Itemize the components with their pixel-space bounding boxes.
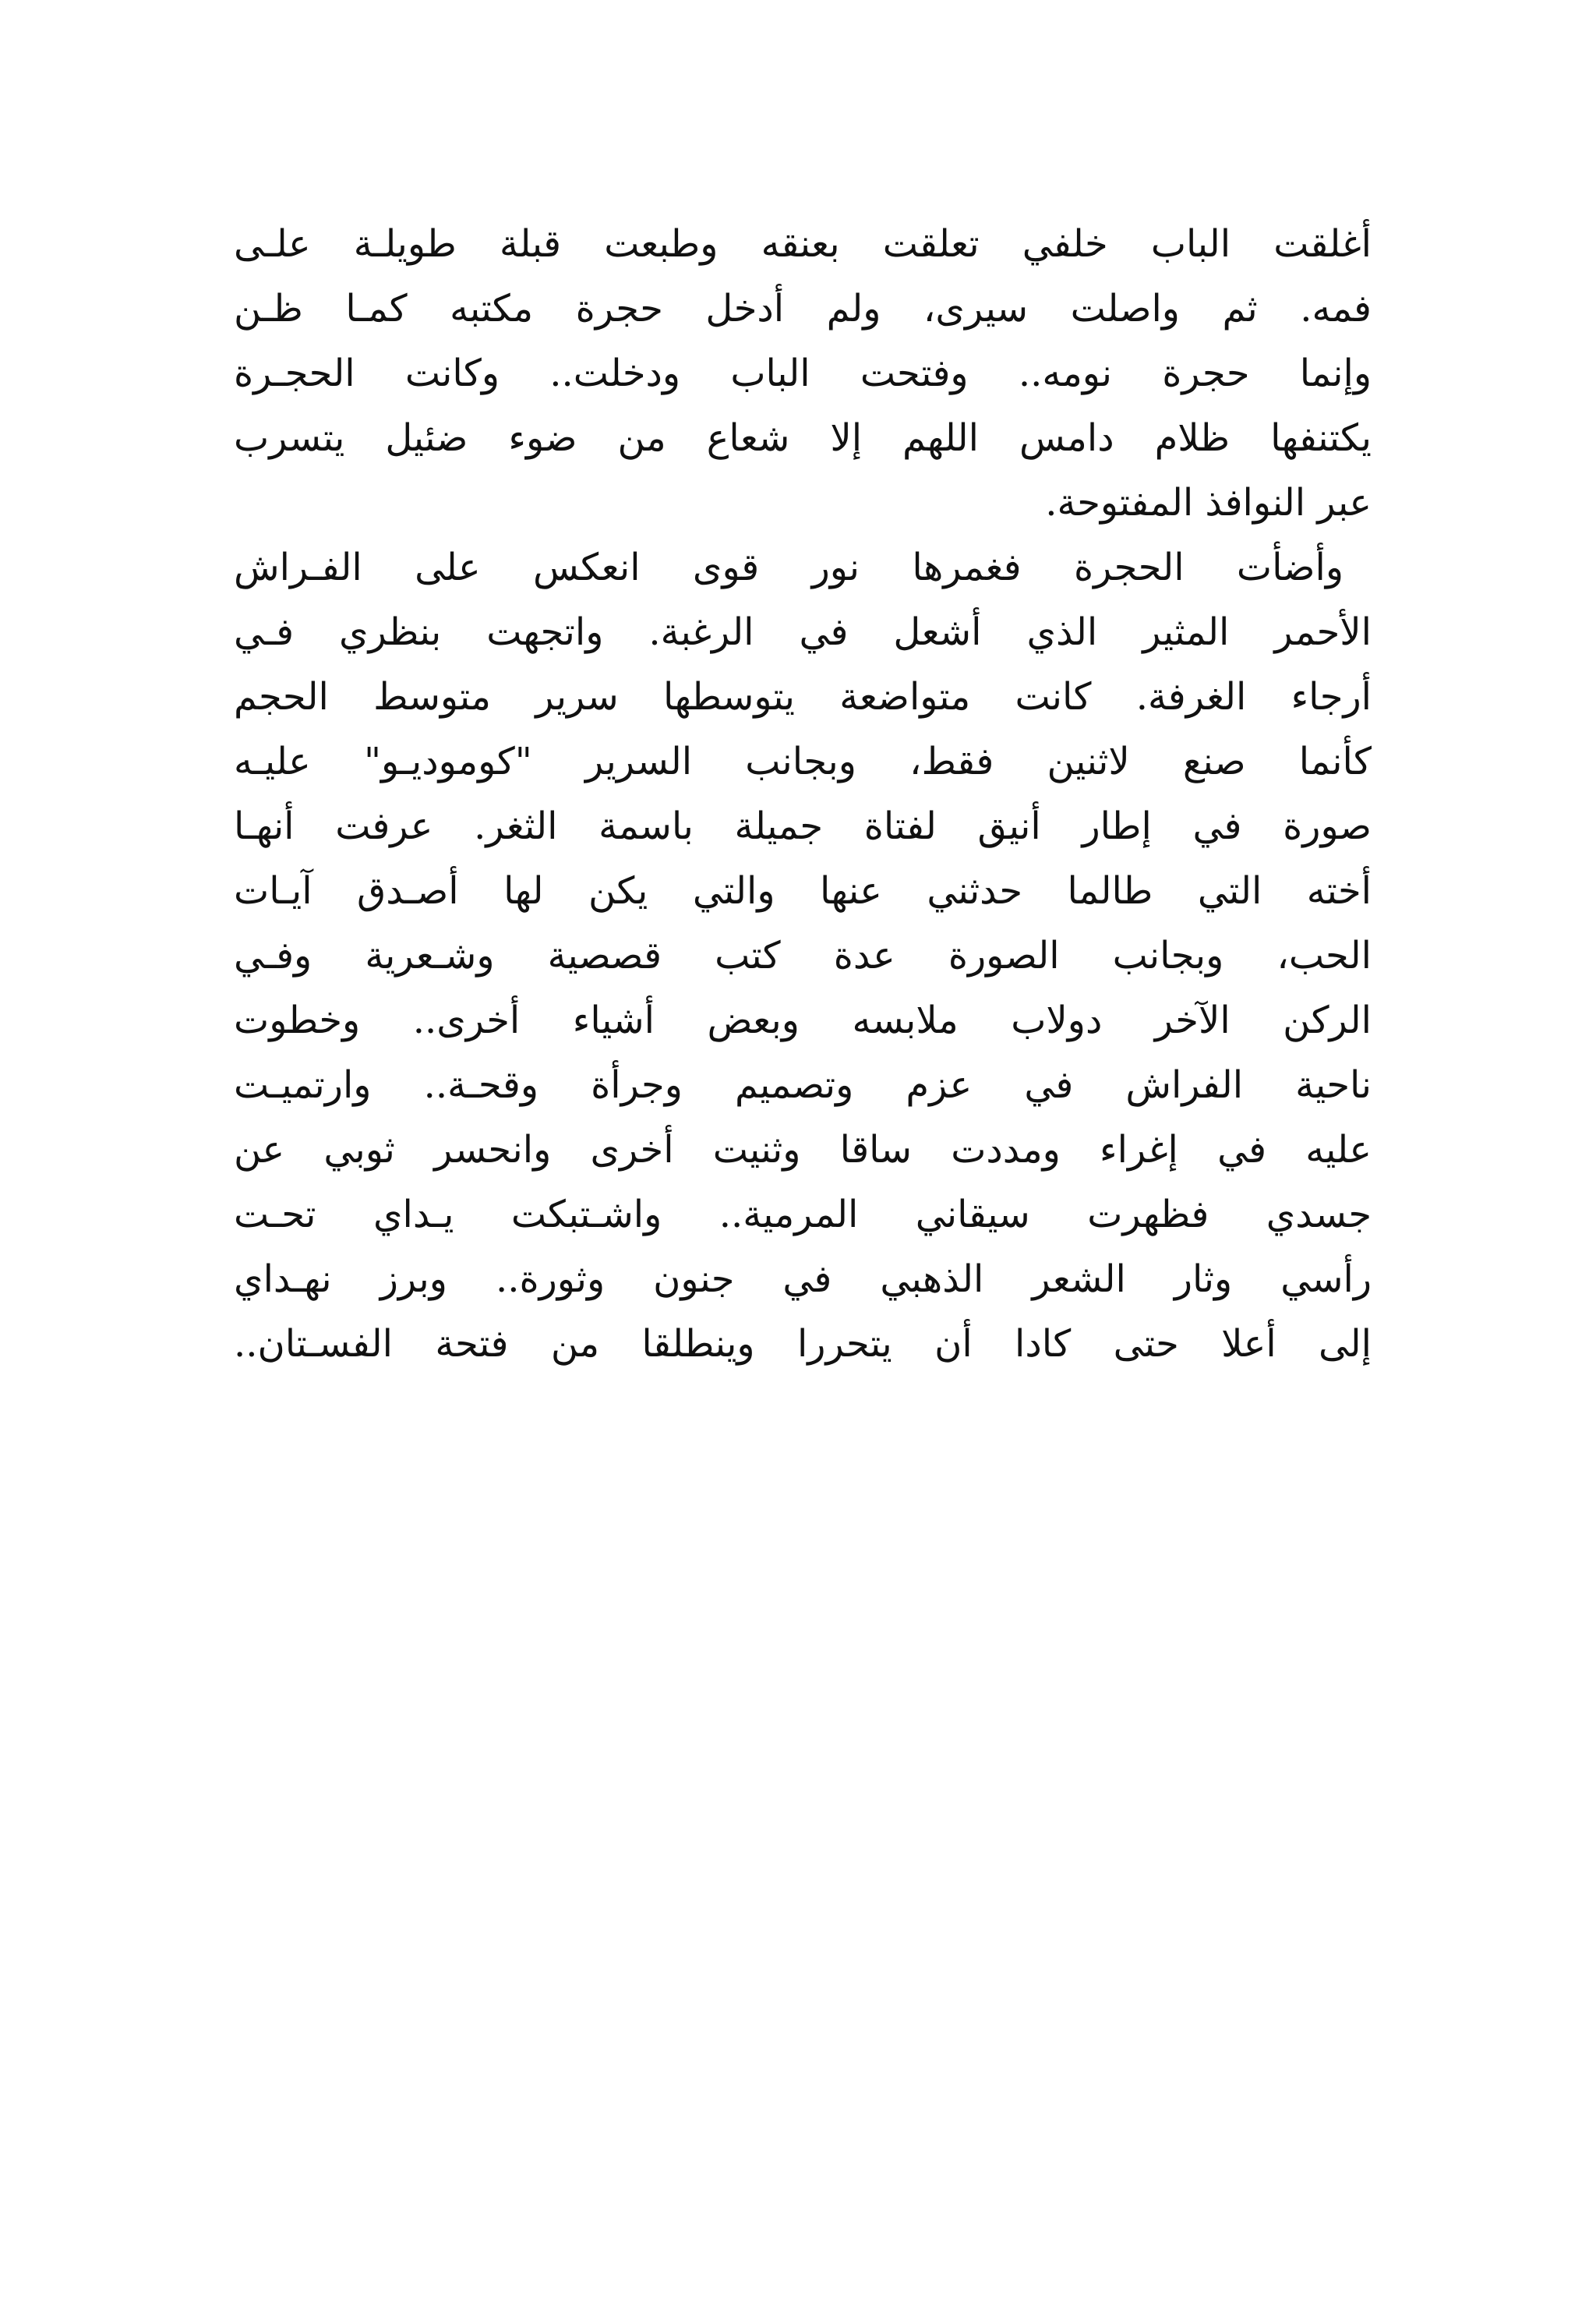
text-line: عبر النوافذ المفتوحة. bbox=[1045, 481, 1372, 525]
text-line: أغلقت الباب خلفي تعلقت بعنقه وطبعت قبلة طويلـة علـى bbox=[234, 222, 1372, 266]
text-line: كأنما صنع لاثنين فقط، وبجانب السرير "كوموديـو" عليـه bbox=[234, 740, 1372, 783]
text-line: الركن الآخر دولاب ملابسه وبعض أشياء أخرى.. وخطوت bbox=[234, 999, 1372, 1042]
text-line: وإنما حجرة نومه.. وفتحت الباب ودخلت.. وكانت الحجـرة bbox=[234, 352, 1372, 395]
text-line: الأحمر المثير الذي أشعل في الرغبة. واتجهت بنظري فـي bbox=[234, 610, 1372, 654]
text-line: عليه في إغراء ومددت ساقا وثنيت أخرى وانحسر ثوبي عن bbox=[234, 1128, 1372, 1172]
text-line: فمه. ثم واصلت سيرى، ولم أدخل حجرة مكتبه كمـا ظـن bbox=[234, 287, 1372, 331]
text-line: صورة في إطار أنيق لفتاة جميلة باسمة الثغر. عرفت أنهـا bbox=[234, 804, 1372, 848]
text-line: الحب، وبجانب الصورة عدة كتب قصصية وشـعرية وفـي bbox=[234, 934, 1372, 978]
text-line: رأسي وثار الشعر الذهبي في جنون وثورة.. وبرز نهـداي bbox=[234, 1257, 1372, 1301]
text-line: أخته التي طالما حدثني عنها والتي يكن لها أصـدق آيـات bbox=[234, 869, 1372, 913]
text-line: جسدي فظهرت سيقاني المرمية.. واشـتبكت يـداي تحـت bbox=[234, 1193, 1372, 1236]
text-line: وأضأت الحجرة فغمرها نور قوى انعكس على الفـراش bbox=[234, 546, 1344, 589]
text-line: ناحية الفراش في عزم وتصميم وجرأة وقحـة.. وارتميـت bbox=[234, 1063, 1372, 1107]
paragraph-2 bbox=[234, 536, 1372, 1377]
text-line: أرجاء الغرفة. كانت متواضعة يتوسطها سرير متوسط الحجم bbox=[234, 675, 1372, 719]
paragraph-1 bbox=[234, 212, 1372, 536]
text-line: يكتنفها ظلام دامس اللهم إلا شعاع من ضوء ضئيل يتسرب bbox=[234, 416, 1372, 460]
text-line: إلى أعلا حتى كادا أن يتحررا وينطلقا من فتحة الفسـتان.. bbox=[234, 1322, 1372, 1366]
